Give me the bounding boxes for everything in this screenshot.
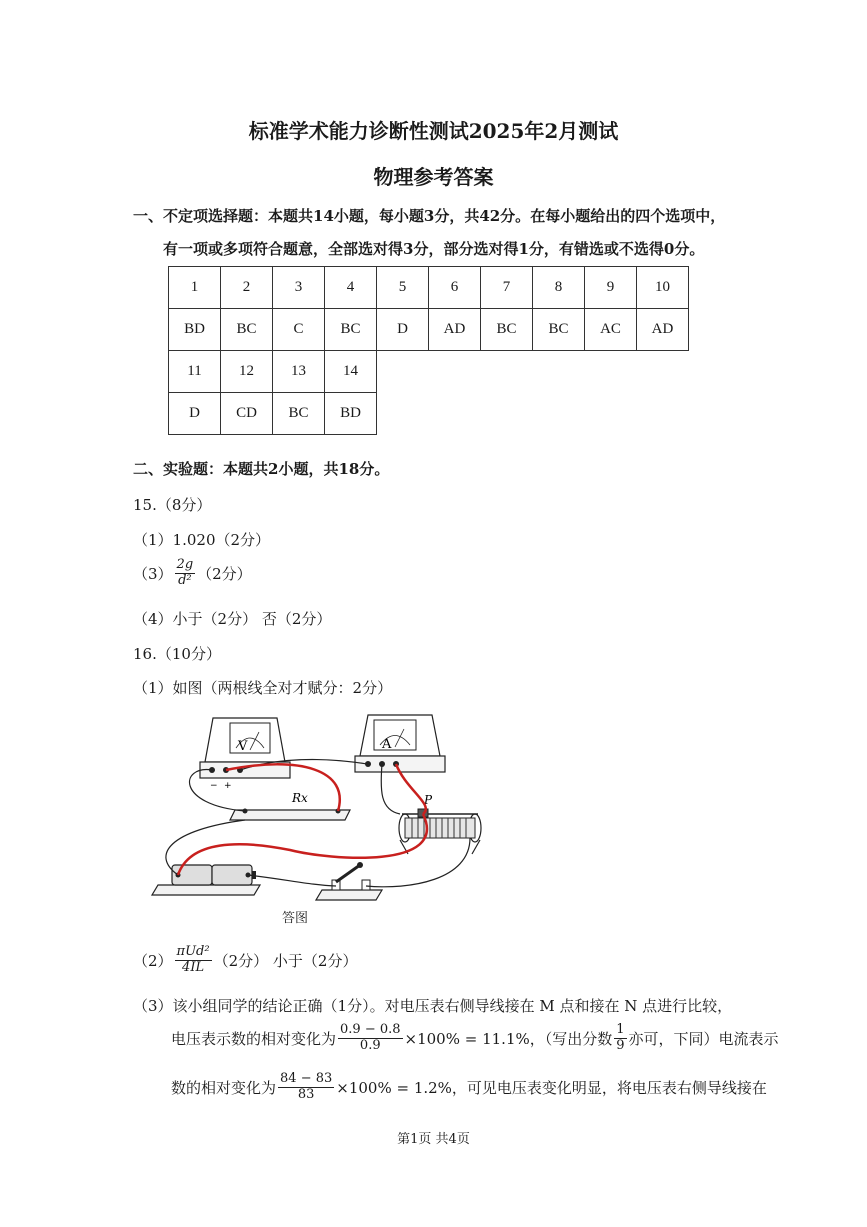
resistor-rx	[230, 791, 350, 820]
q16-part2-fraction	[175, 945, 212, 976]
battery	[152, 865, 260, 895]
voltage-change-fraction	[338, 1023, 403, 1054]
q16-part2-suffix: （2分） 小于（2分）	[213, 951, 358, 970]
fraction-denominator: 83	[297, 1086, 315, 1102]
question-number: 14	[325, 351, 377, 393]
answer-cell: BC	[325, 309, 377, 351]
answer-table	[168, 266, 689, 435]
page-title: 标准学术能力诊断性测试2025年2月测试	[248, 119, 619, 143]
voltmeter-label: V	[238, 739, 248, 754]
resistor-label: Rx	[292, 791, 308, 805]
one-ninth-fraction	[614, 1023, 626, 1054]
answer-cell: D	[377, 309, 429, 351]
q16-part3-line3-text-a: 数的相对变化为	[171, 1078, 277, 1097]
table-row	[169, 267, 689, 309]
question-number: 9	[585, 267, 637, 309]
ammeter	[355, 715, 445, 772]
question-number: 7	[481, 267, 533, 309]
table-blank	[377, 393, 689, 435]
section1-intro-line1: 一、不定项选择题：本题共14小题，每小题3分，共42分。在每小题给出的四个选项中，	[133, 207, 726, 225]
question-number: 11	[169, 351, 221, 393]
q16-part3-line2	[171, 1023, 779, 1054]
fraction-numerator: 84 − 83	[280, 1071, 333, 1086]
question-number: 10	[637, 267, 689, 309]
table-row	[169, 309, 689, 351]
figure-caption: 答图	[282, 911, 309, 926]
fraction-denominator: 0.9	[359, 1037, 381, 1053]
switch	[316, 862, 382, 900]
answer-cell: D	[169, 393, 221, 435]
question-number: 1	[169, 267, 221, 309]
q16-part3-line1: （3）该小组同学的结论正确（1分）。对电压表右侧导线接在 M 点和接在 N 点进行比较，	[133, 997, 733, 1015]
q16-part2	[133, 945, 357, 976]
section1-intro-line2: 有一项或多项符合题意，全部选对得3分，部分选对得1分，有错选或不选得0分。	[163, 240, 705, 258]
svg-text:−: −	[210, 781, 218, 791]
page-footer: 第1页 共4页	[397, 1132, 470, 1147]
q16-part3-line3-text-b: ×100% = 1.2%，可见电压表变化明显，将电压表右侧导线接在	[336, 1078, 767, 1097]
answer-cell: BC	[273, 393, 325, 435]
q15-part3-suffix: （2分）	[197, 564, 252, 583]
question-number: 2	[221, 267, 273, 309]
answer-cell: C	[273, 309, 325, 351]
answer-cell: AC	[585, 309, 637, 351]
q16-part3-line2-text-c: 亦可，下同）电流表示	[628, 1029, 779, 1048]
answer-cell: AD	[429, 309, 481, 351]
question-number: 5	[377, 267, 429, 309]
voltmeter	[200, 718, 290, 791]
answer-cell: BD	[169, 309, 221, 351]
answer-cell: BC	[221, 309, 273, 351]
question-number: 4	[325, 267, 377, 309]
fraction-numerator: 2g	[176, 557, 194, 572]
q15-part3-prefix: （3）	[133, 564, 173, 583]
q15-part4: （4）小于（2分） 否（2分）	[133, 610, 332, 628]
rheostat	[399, 793, 481, 854]
table-blank	[377, 351, 689, 393]
table-row	[169, 393, 689, 435]
q16-heading: 16.（10分）	[133, 645, 221, 663]
section2-heading: 二、实验题：本题共2小题，共18分。	[133, 460, 390, 478]
fraction-denominator: 9	[616, 1037, 625, 1053]
answer-cell: AD	[637, 309, 689, 351]
answer-cell: BC	[533, 309, 585, 351]
fraction-numerator: 0.9 − 0.8	[340, 1022, 401, 1037]
table-row	[169, 351, 689, 393]
svg-text:+: +	[224, 781, 232, 791]
question-number: 8	[533, 267, 585, 309]
ammeter-label: A	[382, 737, 392, 752]
slider-label: P	[424, 793, 433, 807]
q15-part1: （1）1.020（2分）	[133, 531, 271, 549]
q16-part1: （1）如图（两根线全对才赋分：2分）	[133, 679, 393, 697]
fraction-numerator: πUd²	[176, 944, 210, 959]
page-subtitle: 物理参考答案	[373, 165, 494, 189]
question-number: 12	[221, 351, 273, 393]
question-number: 6	[429, 267, 481, 309]
current-change-fraction	[278, 1072, 334, 1103]
q16-part3-line2-text-b: ×100% = 11.1%，（写出分数	[404, 1029, 613, 1048]
fraction-denominator: 4IL	[182, 959, 205, 975]
circuit-diagram	[150, 710, 510, 905]
answer-cell: CD	[221, 393, 273, 435]
q15-part3-fraction	[175, 558, 196, 589]
answer-cell: BD	[325, 393, 377, 435]
question-number: 13	[273, 351, 325, 393]
fraction-denominator: d²	[178, 572, 192, 588]
q16-part3-line2-text-a: 电压表示数的相对变化为	[171, 1029, 337, 1048]
answer-cell: BC	[481, 309, 533, 351]
q15-heading: 15.（8分）	[133, 496, 212, 514]
q15-part3	[133, 558, 252, 589]
fraction-numerator: 1	[616, 1022, 625, 1037]
q16-part3-line3	[171, 1072, 767, 1103]
q16-part2-prefix: （2）	[133, 951, 173, 970]
question-number: 3	[273, 267, 325, 309]
